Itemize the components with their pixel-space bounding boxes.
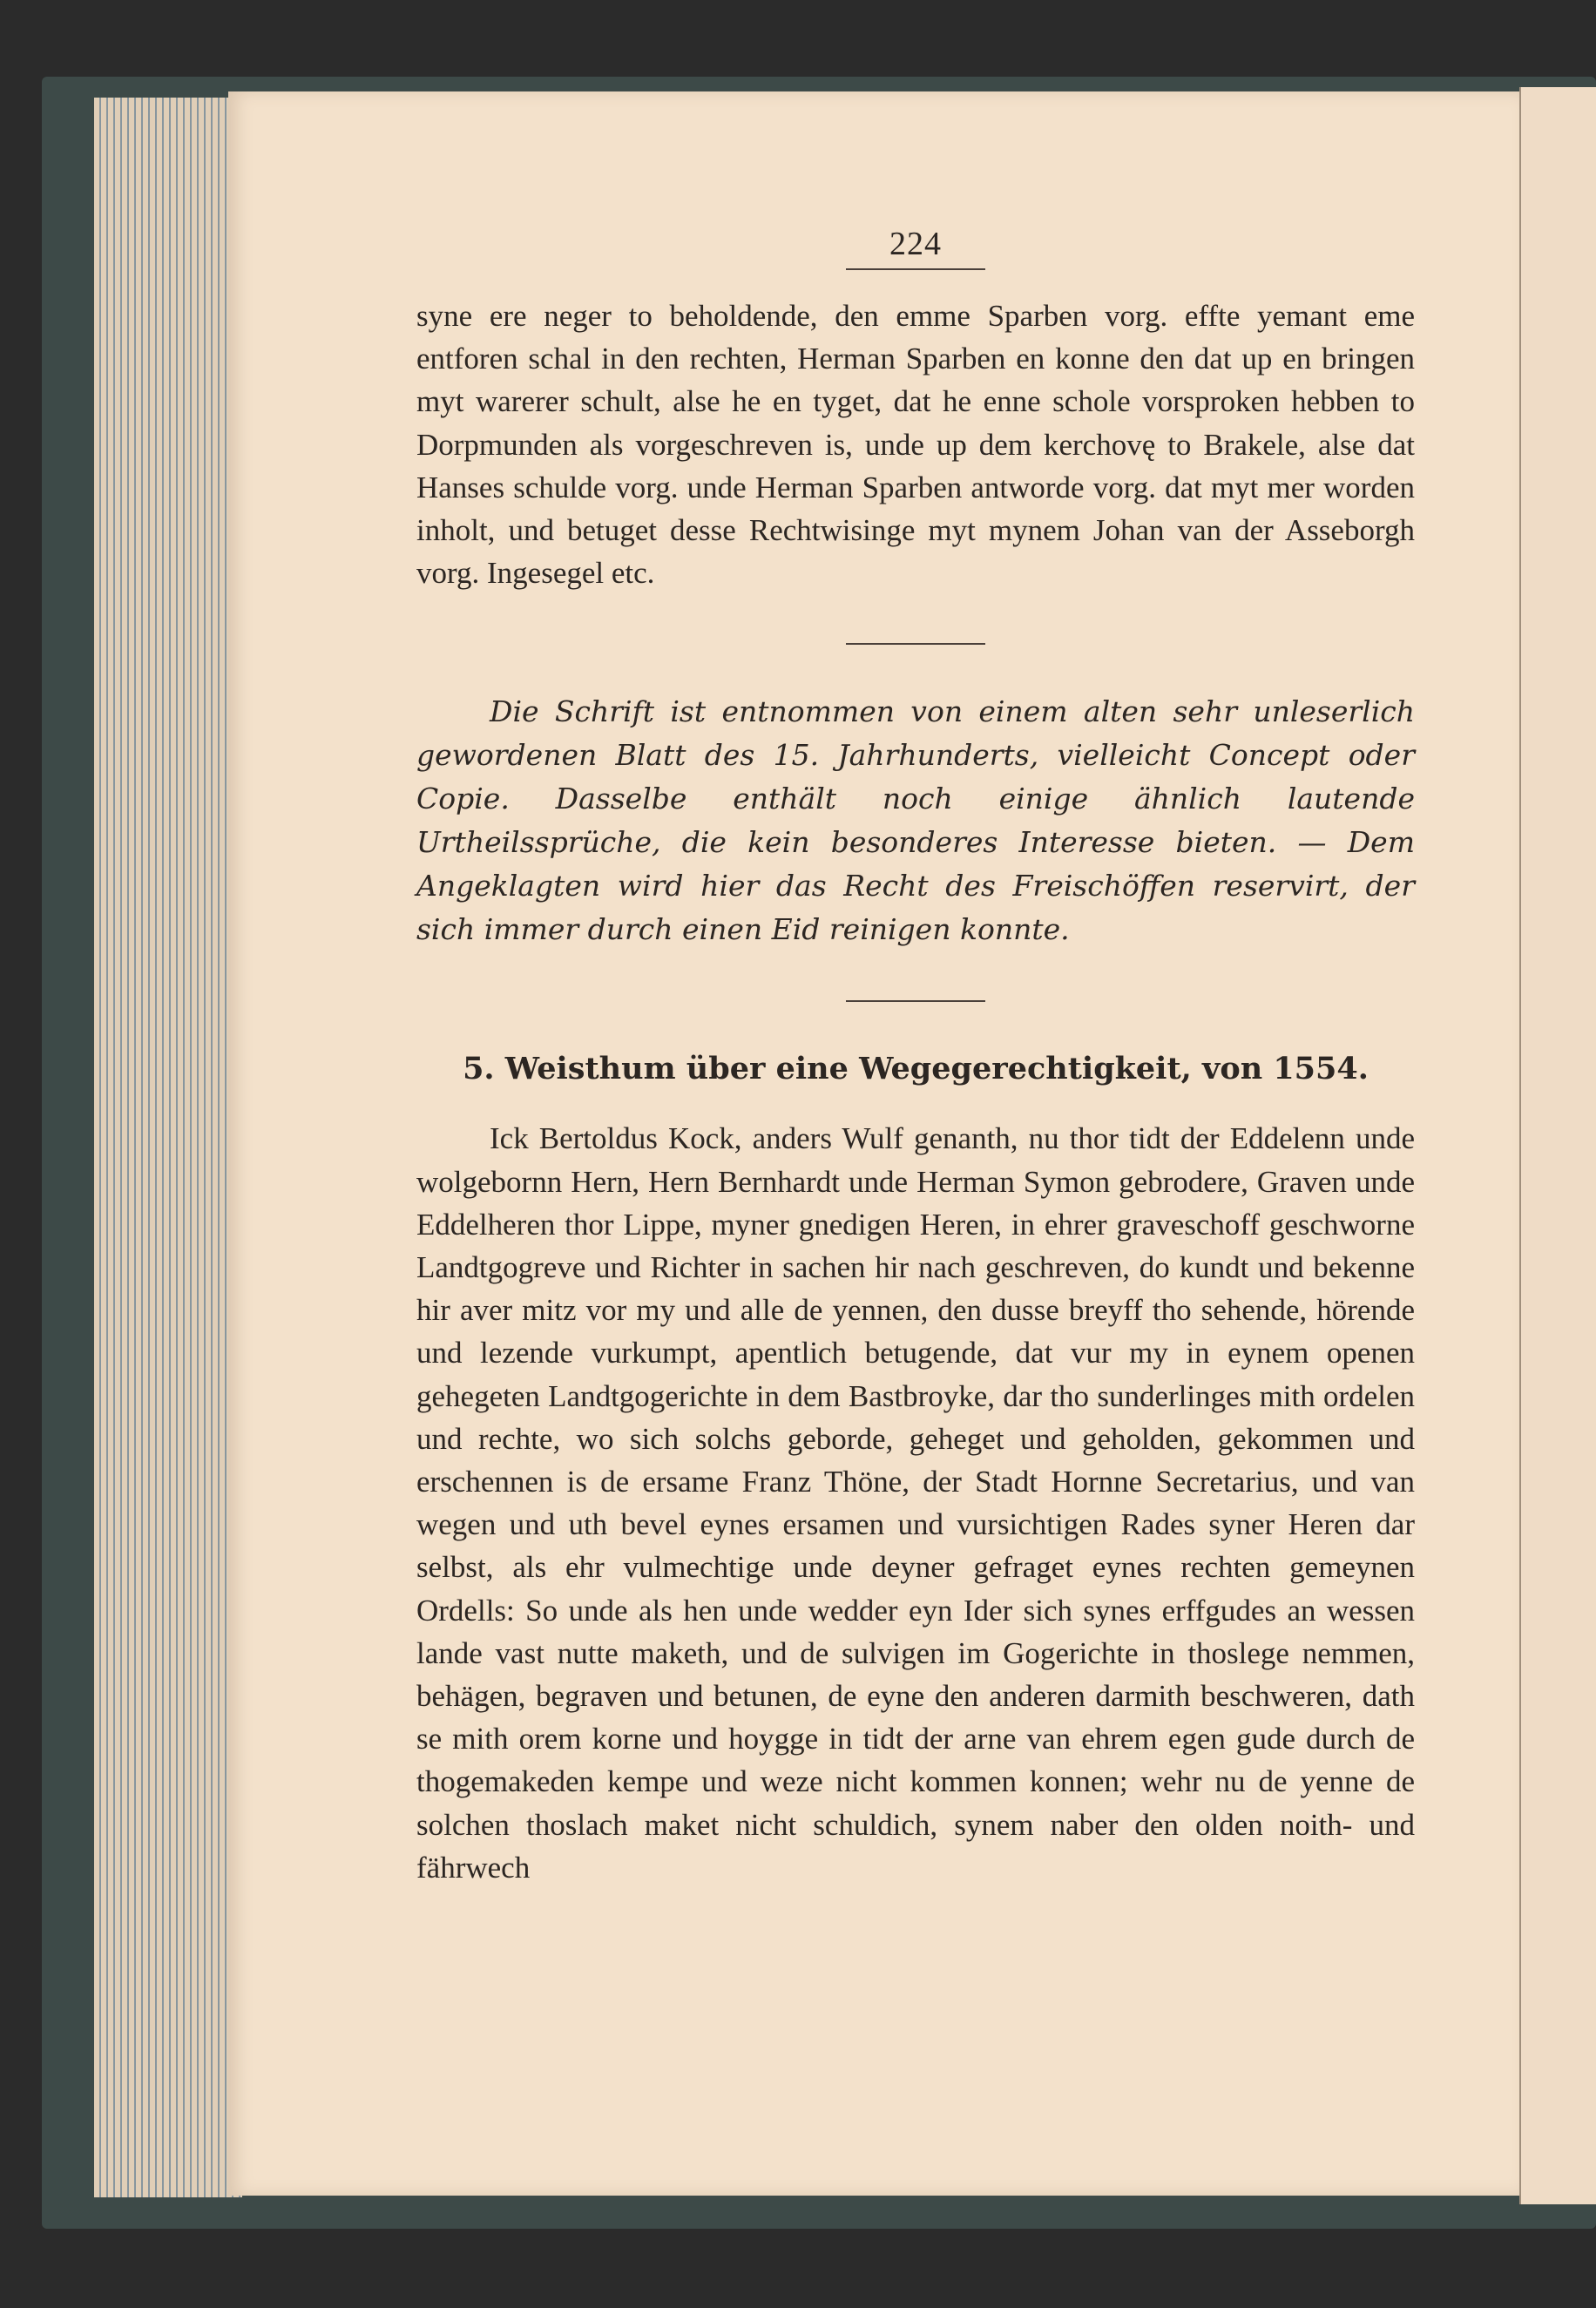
page-text: [416, 225, 1415, 1889]
section-divider-1: [846, 643, 985, 645]
page-number-rule: [846, 268, 985, 270]
section-divider-2: [846, 1000, 985, 1002]
page-edges: [94, 98, 242, 2197]
paragraph-weisthum: Ick Bertoldus Kock, anders Wulf genanth, nu thor tidt der Eddelenn unde wolgebornn Hern, Hern Bernhardt unde Herman Symon gebrodere, Graven unde Eddelheren thor Lippe, myner gnedigen Heren, in ehrer graveschoff geschworne Landtgogreve und Richter in sachen hir nach geschreven, do kundt und bekenne hir aver mitz vor my und alle de yennen, den dusse breyff tho sehende, hörende und lezende vurkumpt, apentlich betugende, dat vur my in eynem openen gehegeten Landtgogerichte in dem Bastbroyke, dar tho sunderlinges mith ordelen und rechte, wo sich solchs geborde, geheget und geholden, gekommen und erschennen is de ersame Franz Thöne, der Stadt Hornne Secretarius, und van wegen und uth bevel eynes ersamen und vursichtigen Rades syner Heren dar selbst, als ehr vulmechtige unde deyner gefraget eynes rechten gemeynen Ordells: So unde als hen unde wedder eyn Ider sich synes erffgudes an wessen lande vast nutte maketh, und de sulvigen im Gogerichte in thoslege nemmen, behägen, begraven und betunen, de eyne den anderen darmith beschweren, dath se mith orem korne und hoygge in tidt der arne van ehrem egen gude durch de thogemakeden kempe und weze nicht kommen konnen; wehr nu de yenne de solchen thoslach maket nicht schuldich, synem naber den olden noith- und fährwech: [416, 1121, 1415, 1885]
editor-note: Die Schrift ist entnommen von einem alten sehr unleserlich gewordenen Blatt des 15. Jahrhunderts, vielleicht Concept oder Copie. Dasselbe enthält noch einige ähnlich lautende Urtheilssprüche, die kein besonderes Interesse bieten. — Dem Angeklagten wird hier das Recht des Freischöffen reservirt, der sich immer durch einen Eid reinigen konnte.: [416, 694, 1415, 947]
page-number: 224: [889, 226, 942, 262]
paragraph-continuation: syne ere neger to beholdende, den emme Sparben vorg. effte yemant eme entforen schal in den rechten, Herman Sparben en konne den dat up en bringen myt warerer schult, alse he en tyget, dat he enne schole vorsproken hebben to Dorpmunden als vorgeschreven is, unde up dem kerchovę to Brakele, alse dat Hanses schulde vorg. unde Herman Sparben antworde vorg. dat myt mer worden inholt, und betuget desse Rechtwisinge myt mynem Johan van der Asseborgh vorg. Ingesegel etc.: [416, 299, 1415, 591]
facing-page: [1519, 87, 1596, 2204]
section-heading: 5. Weisthum über eine Wegegerechtigkeit, von 1554.: [463, 1051, 1369, 1087]
